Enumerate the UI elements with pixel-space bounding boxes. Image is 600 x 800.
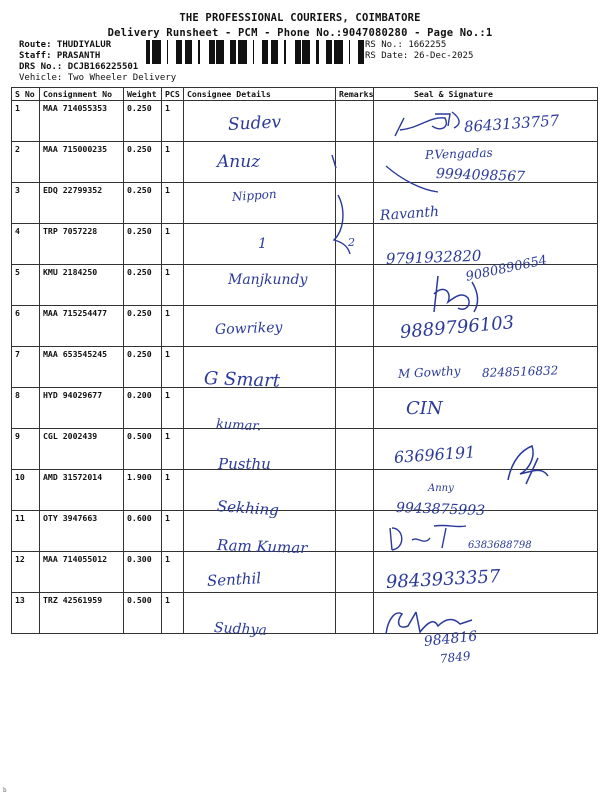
handwritten-consignee-4: 1 — [258, 236, 267, 252]
vehicle-label: Vehicle: Two Wheeler Delivery — [19, 73, 177, 83]
sno-cell: 11 — [12, 511, 40, 552]
remarks-cell — [336, 552, 374, 593]
weight-cell: 0.250 — [124, 101, 162, 142]
table-row — [12, 593, 598, 634]
signature-phone-10: 9943875993 — [395, 500, 486, 520]
signature-name-7: M Gowthy — [397, 363, 461, 381]
consignment-cell: HYD 94029677 — [40, 388, 124, 429]
drs-barcode — [146, 40, 244, 64]
signature-phone-13: 984816 — [423, 628, 478, 650]
consignment-cell: TRP 7057228 — [40, 224, 124, 265]
handwritten-consignee-11: Ram Kumar — [216, 536, 308, 558]
route-label: Route: THUDIYALUR — [19, 40, 112, 50]
remarks-cell — [336, 429, 374, 470]
pcs-cell: 1 — [162, 142, 184, 183]
weight-cell: 0.250 — [124, 142, 162, 183]
sno-cell: 9 — [12, 429, 40, 470]
document-subtitle: Delivery Runsheet - PCM - Phone No.:9047080280 - Page No.:1 — [107, 27, 493, 39]
handwritten-consignee-2: Anuz — [217, 152, 261, 172]
signature-phone-2: 9994098567 — [435, 166, 526, 186]
consignment-cell: MAA 714055012 — [40, 552, 124, 593]
table-header-row — [12, 88, 598, 101]
weight-cell: 0.500 — [124, 593, 162, 634]
remarks-cell — [336, 593, 374, 634]
pcs-cell: 1 — [162, 552, 184, 593]
margin-mark: b — [3, 787, 7, 794]
weight-cell: 1.900 — [124, 470, 162, 511]
pcs-cell: 1 — [162, 183, 184, 224]
col-remarks-header: Remarks — [336, 88, 374, 101]
pcs-cell: 1 — [162, 224, 184, 265]
weight-cell: 0.200 — [124, 388, 162, 429]
sno-cell: 8 — [12, 388, 40, 429]
sno-cell: 12 — [12, 552, 40, 593]
pcs-cell: 1 — [162, 470, 184, 511]
remarks-cell — [336, 511, 374, 552]
pcs-cell: 1 — [162, 511, 184, 552]
pcs-cell: 1 — [162, 429, 184, 470]
staff-label: Staff: PRASANTH — [19, 51, 101, 61]
sno-cell: 5 — [12, 265, 40, 306]
signature-name-3: Ravanth — [379, 203, 440, 224]
signature-phone-1: 8643133757 — [463, 111, 560, 136]
remarks-cell — [336, 388, 374, 429]
signature-scribble-1 — [390, 108, 470, 142]
rs-date: RS Date: 26-Dec-2025 — [365, 51, 474, 61]
sno-cell: 13 — [12, 593, 40, 634]
pcs-cell: 1 — [162, 265, 184, 306]
table-row — [12, 388, 598, 429]
sno-cell: 7 — [12, 347, 40, 388]
remarks-cell — [336, 306, 374, 347]
sno-cell: 1 — [12, 101, 40, 142]
signature-phone-13b: 7849 — [439, 648, 472, 666]
signature-phone-4: 9791932820 — [385, 246, 482, 268]
consignment-cell: MAA 714055353 — [40, 101, 124, 142]
signature-scribble-11 — [384, 520, 470, 556]
handwritten-remark-1: 2 — [348, 236, 355, 249]
handwritten-consignee-8: kumar. — [215, 417, 262, 435]
remarks-cell — [336, 470, 374, 511]
table-row — [12, 552, 598, 593]
col-sno-header: S No — [12, 88, 40, 101]
signature-phone-7: 8248516832 — [481, 363, 559, 380]
rs-number: RS No.: 1662255 — [365, 40, 447, 50]
sno-cell: 10 — [12, 470, 40, 511]
signature-phone-5: 9080890654 — [464, 252, 549, 285]
pcs-cell: 1 — [162, 306, 184, 347]
handwritten-consignee-12: Senthil — [206, 569, 262, 590]
handwritten-consignee-3: Nippon — [231, 186, 278, 204]
remarks-cell — [336, 265, 374, 306]
consignment-cell: EDQ 22799352 — [40, 183, 124, 224]
pcs-cell: 1 — [162, 388, 184, 429]
pcs-cell: 1 — [162, 593, 184, 634]
signature-scribble-2 — [382, 160, 442, 196]
weight-cell: 0.250 — [124, 306, 162, 347]
signature-scribble-9 — [502, 440, 552, 490]
signature-name-2: P.Vengadas — [424, 145, 493, 162]
sno-cell: 6 — [12, 306, 40, 347]
sno-cell: 4 — [12, 224, 40, 265]
signature-phone-11: 6383688798 — [468, 540, 532, 551]
col-signature-header: Seal & Signature — [374, 88, 598, 101]
document-title: THE PROFESSIONAL COURIERS, COIMBATORE — [179, 12, 421, 24]
sno-cell: 2 — [12, 142, 40, 183]
signature-phone-9: 63696191 — [393, 442, 476, 467]
handwritten-consignee-10: Sekhing — [216, 497, 280, 520]
handwritten-consignee-13: Sudhya — [213, 620, 268, 639]
weight-cell: 0.250 — [124, 265, 162, 306]
consignment-cell: TRZ 42561959 — [40, 593, 124, 634]
col-pcs-header: PCS — [162, 88, 184, 101]
col-weight-header: Weight — [124, 88, 162, 101]
consignment-cell: OTY 3947663 — [40, 511, 124, 552]
consignment-cell: AMD 31572014 — [40, 470, 124, 511]
weight-cell: 0.600 — [124, 511, 162, 552]
table-row — [12, 224, 598, 265]
sno-cell: 3 — [12, 183, 40, 224]
rs-barcode — [232, 40, 364, 64]
col-consignment-header: Consignment No — [40, 88, 124, 101]
signature-name-10: Anny — [428, 483, 454, 494]
pcs-cell: 1 — [162, 347, 184, 388]
consignment-cell: KMU 2184250 — [40, 265, 124, 306]
col-consignee-header: Consignee Details — [184, 88, 336, 101]
signature-phone-12: 9843933357 — [385, 566, 501, 593]
remarks-cell — [336, 347, 374, 388]
weight-cell: 0.250 — [124, 347, 162, 388]
handwritten-consignee-7: G Smart — [203, 368, 281, 392]
consignment-cell: MAA 715254477 — [40, 306, 124, 347]
handwritten-consignee-5: Manjkundy — [228, 272, 308, 288]
remarks-cell — [336, 101, 374, 142]
consignment-cell: CGL 2002439 — [40, 429, 124, 470]
weight-cell: 0.300 — [124, 552, 162, 593]
handwritten-consignee-9: Pusthu — [218, 455, 271, 473]
weight-cell: 0.250 — [124, 224, 162, 265]
weight-cell: 0.500 — [124, 429, 162, 470]
consignment-cell: MAA 653545245 — [40, 347, 124, 388]
table-row — [12, 183, 598, 224]
pcs-cell: 1 — [162, 101, 184, 142]
weight-cell: 0.250 — [124, 183, 162, 224]
signature-name-8: CIN — [406, 398, 443, 419]
consignment-cell: MAA 715000235 — [40, 142, 124, 183]
signature-phone-6: 9889796103 — [399, 312, 516, 343]
handwritten-consignee-6: Gowrikey — [214, 319, 283, 338]
handwritten-consignee-1: Sudev — [227, 112, 282, 135]
drs-number: DRS No.: DCJB166225501 — [19, 62, 139, 72]
